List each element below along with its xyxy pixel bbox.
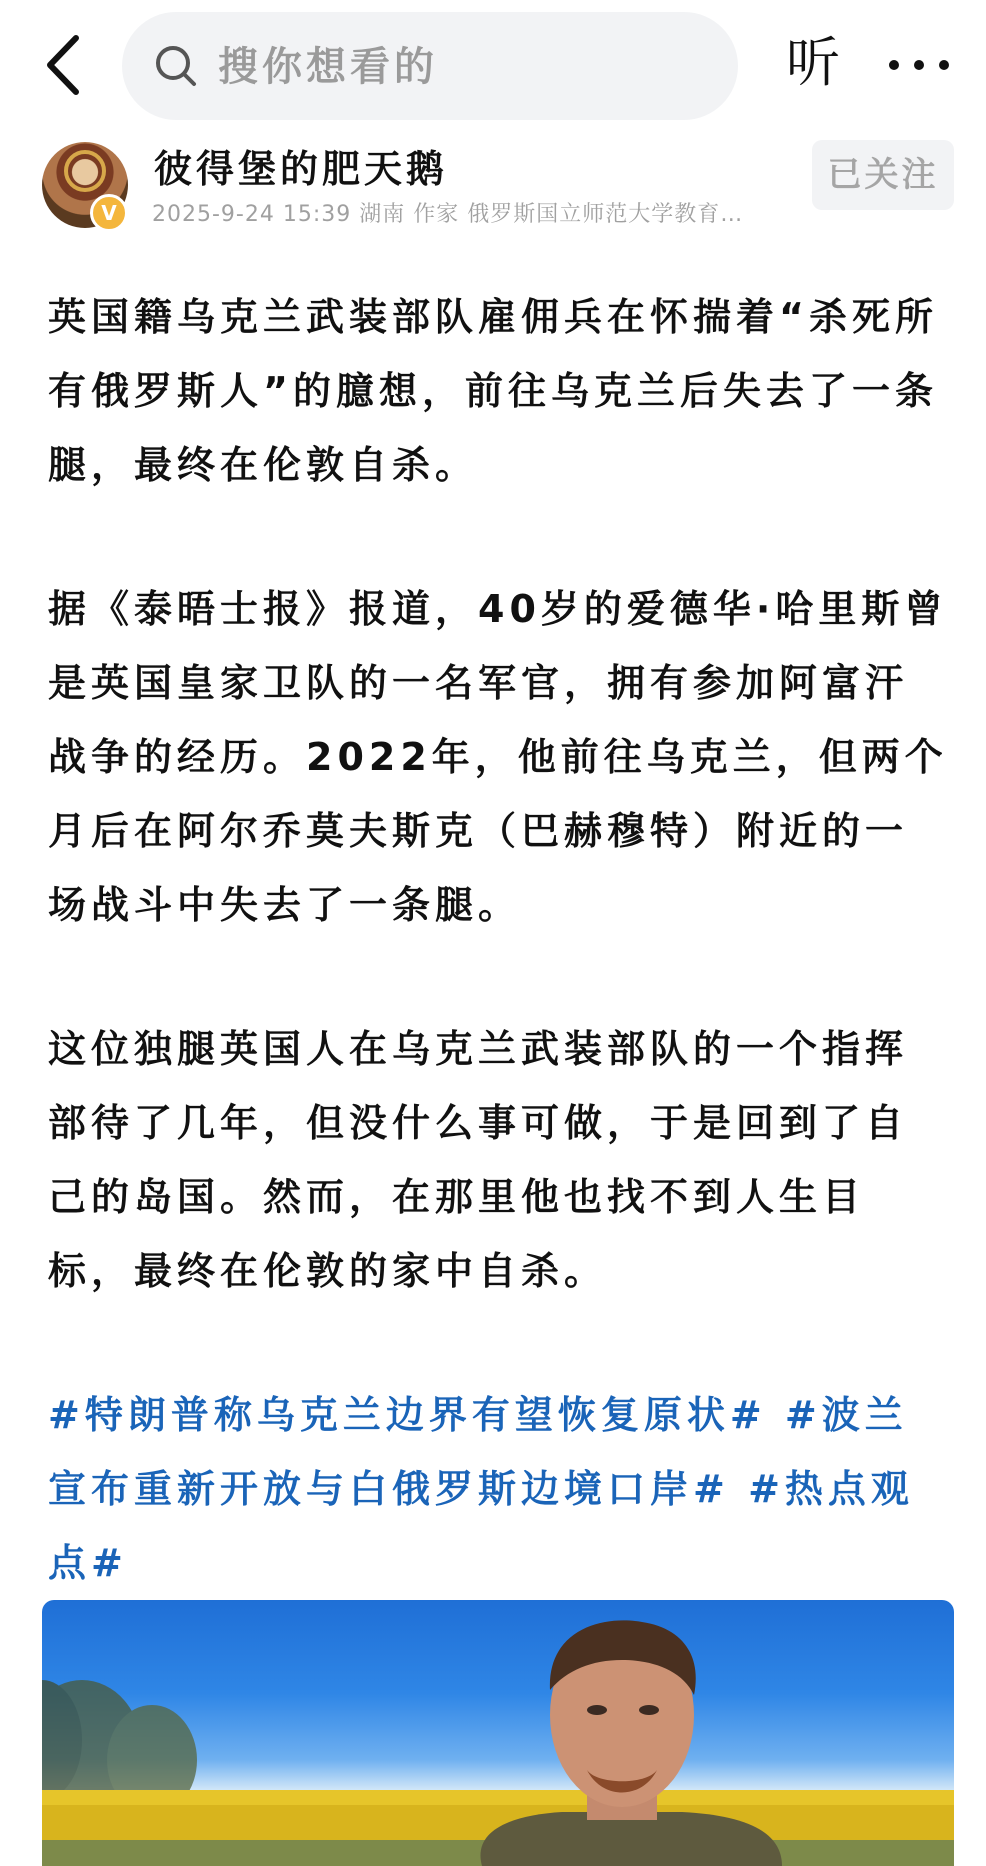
person-figure xyxy=(480,1620,782,1866)
article-paragraph: 据《泰晤士报》报道，40岁的爱德华·哈里斯曾是英国皇家卫队的一名军官，拥有参加阿富汗战争的经历。2022年，他前往乌克兰，但两个月后在阿尔乔莫夫斯克（巴赫穆特）附近的一场战斗中失去了一条腿。 xyxy=(48,587,948,927)
hashtag-link[interactable]: #波兰宣布重新开放与白俄罗斯边境口岸# xyxy=(48,1393,908,1511)
listen-button[interactable]: 听 xyxy=(786,31,840,94)
verified-badge-icon: V xyxy=(90,194,128,232)
search-icon xyxy=(152,42,202,92)
search-bar[interactable] xyxy=(122,12,738,120)
top-bar xyxy=(0,0,986,130)
author-meta: 2025-9-24 15:39 湖南 作家 俄罗斯国立师范大学教育… xyxy=(152,202,744,227)
author-name[interactable]: 彼得堡的肥天鹅 xyxy=(154,147,449,191)
article-paragraph: 英国籍乌克兰武装部队雇佣兵在怀揣着“杀死所有俄罗斯人”的臆想，前往乌克兰后失去了一条腿，最终在伦敦自杀。 xyxy=(48,295,938,487)
article-body xyxy=(48,280,948,1600)
search-placeholder: 搜你想看的 xyxy=(218,44,438,90)
article-paragraph: 这位独腿英国人在乌克兰武装部队的一个指挥部待了几年，但没什么事可做，于是回到了自己的岛国。然而，在那里他也找不到人生目标，最终在伦敦的家中自杀。 xyxy=(48,1027,909,1293)
more-options-icon[interactable] xyxy=(884,40,954,90)
avatar-halo xyxy=(64,150,106,192)
hashtag-link[interactable]: #特朗普称乌克兰边界有望恢复原状# xyxy=(48,1393,767,1437)
follow-button[interactable]: 已关注 xyxy=(812,140,954,210)
hashtag-link[interactable]: #热点观点# xyxy=(48,1467,914,1585)
article-photo[interactable] xyxy=(42,1600,954,1866)
hashtag-list xyxy=(48,1378,948,1600)
back-arrow-icon[interactable] xyxy=(40,30,100,100)
